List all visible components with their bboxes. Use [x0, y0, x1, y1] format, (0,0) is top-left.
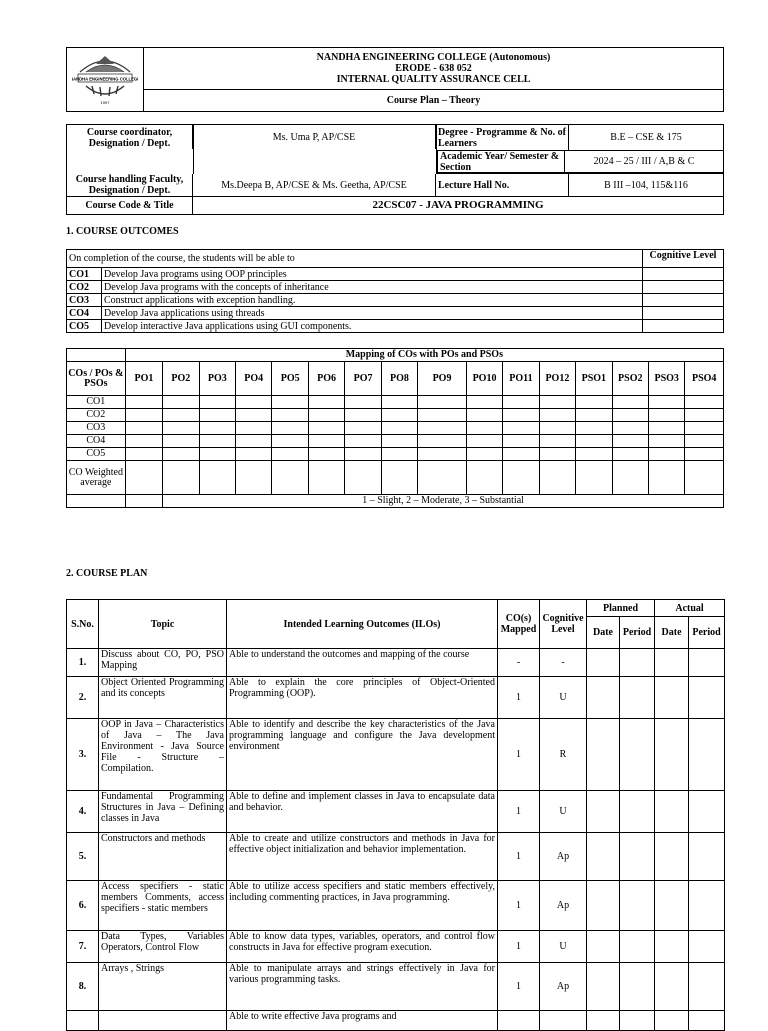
plan-sno: 4. — [67, 791, 99, 833]
mapping-col-header: PSO4 — [685, 362, 724, 396]
plan-topic: Discuss about CO, PO, PSO Mapping — [99, 649, 227, 677]
plan-ilo: Able to create and utilize constructors and methods in Java for effective object initialization and behavior implementation. — [227, 833, 498, 881]
mapping-cell — [539, 409, 575, 422]
mapping-cell — [345, 461, 381, 495]
plan-period — [620, 963, 655, 1011]
mapping-cell — [685, 409, 724, 422]
mapping-cell — [612, 448, 648, 461]
plan-actual-date — [655, 677, 689, 719]
plan-header-sno: S.No. — [67, 600, 99, 649]
plan-header-cognitive: Cognitive Level — [540, 600, 587, 649]
mapping-row — [67, 422, 724, 435]
plan-date — [587, 677, 620, 719]
mapping-cell — [503, 461, 539, 495]
coordinator-value: Ms. Uma P, AP/CSE — [193, 125, 436, 151]
outcome-row — [67, 320, 724, 333]
plan-ilo: Able to utilize access specifiers and static members effectively, including commenting practices, in Java programming. — [227, 881, 498, 931]
plan-actual-date — [655, 649, 689, 677]
outcome-code: CO5 — [67, 320, 102, 333]
plan-ilo: Able to manipulate arrays and strings effectively in Java for various programming tasks. — [227, 963, 498, 1011]
degree-value: B.E – CSE & 175 — [569, 125, 724, 151]
outcome-level — [643, 281, 724, 294]
mapping-cell — [308, 409, 344, 422]
plan-date — [587, 833, 620, 881]
course-plan-table — [66, 599, 725, 1031]
mapping-cell — [272, 396, 308, 409]
plan-period — [620, 833, 655, 881]
plan-date — [587, 881, 620, 931]
plan-header-period: Period — [620, 617, 655, 649]
plan-header-topic: Topic — [99, 600, 227, 649]
plan-level — [540, 1011, 587, 1031]
plan-date — [587, 931, 620, 963]
outcome-text: Develop interactive Java applications using GUI components. — [102, 320, 643, 333]
plan-topic: Constructors and methods — [99, 833, 227, 881]
merge-cover — [67, 149, 436, 174]
outcomes-table — [66, 249, 724, 333]
plan-level: R — [540, 719, 587, 791]
plan-co: 1 — [498, 791, 540, 833]
mapping-cell — [466, 448, 502, 461]
mapping-cell — [576, 396, 612, 409]
mapping-cell — [685, 448, 724, 461]
mapping-cell — [345, 409, 381, 422]
mapping-cell — [418, 461, 467, 495]
mapping-cell — [345, 435, 381, 448]
mapping-cell — [272, 422, 308, 435]
outcome-text: Construct applications with exception handling. — [102, 294, 643, 307]
mapping-cell — [685, 396, 724, 409]
mapping-cell — [466, 422, 502, 435]
mapping-cell — [345, 396, 381, 409]
plan-ilo: Able to explain the core principles of Object-Oriented Programming (OOP). — [227, 677, 498, 719]
plan-sno: 6. — [67, 881, 99, 931]
degree-label: Degree - Programme & No. of Learners — [436, 125, 569, 151]
plan-co: 1 — [498, 963, 540, 1011]
plan-sno: 5. — [67, 833, 99, 881]
plan-row — [67, 881, 725, 931]
mapping-col-header: PO5 — [272, 362, 308, 396]
plan-actual-period — [689, 1011, 725, 1031]
mapping-cell — [612, 461, 648, 495]
mapping-cell — [381, 409, 417, 422]
mapping-cell — [612, 435, 648, 448]
plan-date — [587, 963, 620, 1011]
plan-level: U — [540, 791, 587, 833]
info-left-border — [66, 124, 67, 174]
outcome-code: CO4 — [67, 307, 102, 320]
mapping-cell — [163, 396, 199, 409]
outcome-level — [643, 268, 724, 281]
header-table — [66, 47, 724, 112]
plan-header-ilo: Intended Learning Outcomes (ILOs) — [227, 600, 498, 649]
mapping-cell — [503, 409, 539, 422]
mapping-cell — [345, 422, 381, 435]
mapping-cell — [236, 448, 272, 461]
plan-row — [67, 931, 725, 963]
mapping-cell — [199, 435, 235, 448]
mapping-cell — [163, 422, 199, 435]
mapping-cell — [236, 435, 272, 448]
mapping-cell — [418, 422, 467, 435]
mapping-cell — [345, 448, 381, 461]
mapping-legend: 1 – Slight, 2 – Moderate, 3 – Substantial — [163, 495, 724, 508]
mapping-col-header: PO8 — [381, 362, 417, 396]
plan-actual-date — [655, 1011, 689, 1031]
outcome-row — [67, 307, 724, 320]
hall-value: B III –104, 115&116 — [569, 174, 724, 197]
mapping-title: Mapping of COs with POs and PSOs — [125, 349, 723, 362]
plan-actual-period — [689, 881, 725, 931]
mapping-cell — [685, 461, 724, 495]
mapping-cell — [648, 448, 684, 461]
mapping-cell — [199, 409, 235, 422]
plan-topic: Object Oriented Programming and its concepts — [99, 677, 227, 719]
plan-period — [620, 791, 655, 833]
mapping-col-header: PO4 — [236, 362, 272, 396]
plan-sno: 7. — [67, 931, 99, 963]
plan-co: 1 — [498, 719, 540, 791]
code-label: Course Code & Title — [67, 197, 193, 215]
mapping-cell — [272, 435, 308, 448]
plan-ilo: Able to define and implement classes in Java to encapsulate data and behavior. — [227, 791, 498, 833]
mapping-cell — [381, 435, 417, 448]
plan-topic: Fundamental Programming Structures in Java – Defining classes in Java — [99, 791, 227, 833]
doc-type: Course Plan – Theory — [144, 90, 724, 112]
plan-actual-period — [689, 719, 725, 791]
plan-topic: Arrays , Strings — [99, 963, 227, 1011]
mapping-cell — [466, 435, 502, 448]
plan-row — [67, 963, 725, 1011]
plan-ilo: Able to understand the outcomes and mapping of the course — [227, 649, 498, 677]
plan-level: Ap — [540, 963, 587, 1011]
plan-row — [67, 791, 725, 833]
mapping-cell — [308, 396, 344, 409]
mapping-cell — [539, 422, 575, 435]
mapping-cell — [308, 448, 344, 461]
info-divider-2 — [436, 124, 437, 174]
plan-row — [67, 677, 725, 719]
college-heading-cell — [144, 48, 724, 90]
plan-header-actual-period: Period — [689, 617, 725, 649]
plan-co: - — [498, 649, 540, 677]
plan-ilo: Able to know data types, variables, operators, and control flow constructs in Java for effective program execution. — [227, 931, 498, 963]
mapping-col-header: PO9 — [418, 362, 467, 396]
plan-row — [67, 833, 725, 881]
mapping-row-label: CO2 — [67, 409, 126, 422]
plan-actual-period — [689, 833, 725, 881]
plan-period — [620, 931, 655, 963]
faculty-label: Course handling Faculty, Designation / Dept. — [67, 174, 193, 197]
mapping-col-header: PO6 — [308, 362, 344, 396]
mapping-cell — [576, 422, 612, 435]
mapping-cell — [199, 448, 235, 461]
mapping-cell — [612, 396, 648, 409]
plan-co — [498, 1011, 540, 1031]
mapping-cell — [685, 422, 724, 435]
plan-actual-date — [655, 833, 689, 881]
mapping-body — [67, 396, 724, 495]
mapping-cell — [539, 461, 575, 495]
code-value: 22CSC07 - JAVA PROGRAMMING — [193, 197, 724, 215]
mapping-cell — [576, 435, 612, 448]
plan-period — [620, 1011, 655, 1031]
mapping-cell — [418, 396, 467, 409]
mapping-cell — [576, 448, 612, 461]
mapping-cell — [576, 461, 612, 495]
plan-date — [587, 649, 620, 677]
mapping-cell — [648, 396, 684, 409]
faculty-value: Ms.Deepa B, AP/CSE & Ms. Geetha, AP/CSE — [193, 174, 436, 197]
plan-header-actual: Actual — [655, 600, 725, 617]
mapping-cell — [466, 461, 502, 495]
mapping-cell — [199, 422, 235, 435]
outcome-level — [643, 307, 724, 320]
mapping-row — [67, 461, 724, 495]
plan-co: 1 — [498, 833, 540, 881]
mapping-cell — [199, 461, 235, 495]
plan-period — [620, 719, 655, 791]
plan-actual-date — [655, 931, 689, 963]
plan-period — [620, 881, 655, 931]
mapping-cell — [236, 409, 272, 422]
mapping-row — [67, 448, 724, 461]
mapping-cell — [539, 396, 575, 409]
mapping-row-label: CO1 — [67, 396, 126, 409]
mapping-cell — [163, 448, 199, 461]
plan-header-actual-date: Date — [655, 617, 689, 649]
mapping-cell — [539, 448, 575, 461]
mapping-col-header: PO11 — [503, 362, 539, 396]
logo-year: 1997 — [100, 100, 110, 105]
mapping-cell — [612, 409, 648, 422]
hall-label: Lecture Hall No. — [436, 174, 569, 197]
plan-row — [67, 649, 725, 677]
mapping-cell — [503, 396, 539, 409]
cognitive-level-header: Cognitive Level — [643, 250, 724, 268]
mapping-cell — [418, 409, 467, 422]
mapping-cell — [381, 448, 417, 461]
plan-title: 2. COURSE PLAN — [66, 568, 148, 579]
mapping-cell — [272, 409, 308, 422]
plan-actual-period — [689, 931, 725, 963]
plan-level: Ap — [540, 881, 587, 931]
mapping-cell — [125, 409, 162, 422]
plan-level: Ap — [540, 833, 587, 881]
outcomes-title: 1. COURSE OUTCOMES — [66, 226, 179, 237]
outcome-code: CO3 — [67, 294, 102, 307]
mapping-cell — [539, 435, 575, 448]
college-logo-icon — [72, 50, 138, 106]
plan-ilo: Able to write effective Java programs and — [227, 1011, 498, 1031]
mapping-row — [67, 435, 724, 448]
mapping-cell — [236, 422, 272, 435]
plan-sno — [67, 1011, 99, 1031]
plan-sno: 2. — [67, 677, 99, 719]
mapping-col-header: PSO1 — [576, 362, 612, 396]
plan-actual-date — [655, 963, 689, 1011]
mapping-col-header: PO2 — [163, 362, 199, 396]
outcome-text: Develop Java programs using OOP principles — [102, 268, 643, 281]
plan-sno: 8. — [67, 963, 99, 1011]
iqac-cell: INTERNAL QUALITY ASSURANCE CELL — [336, 74, 531, 86]
mapping-row-label: CO3 — [67, 422, 126, 435]
mapping-cell — [503, 448, 539, 461]
mapping-row-label: CO4 — [67, 435, 126, 448]
plan-actual-date — [655, 791, 689, 833]
plan-co: 1 — [498, 881, 540, 931]
mapping-cell — [418, 448, 467, 461]
mapping-cell — [381, 461, 417, 495]
year-label: Academic Year/ Semester & Section — [437, 150, 565, 173]
mapping-cell — [648, 422, 684, 435]
outcome-code: CO2 — [67, 281, 102, 294]
plan-level: - — [540, 649, 587, 677]
plan-actual-period — [689, 649, 725, 677]
plan-sno: 1. — [67, 649, 99, 677]
plan-sno: 3. — [67, 719, 99, 791]
mapping-cell — [163, 461, 199, 495]
mapping-cell — [576, 409, 612, 422]
mapping-row — [67, 396, 724, 409]
mapping-cell — [236, 396, 272, 409]
mapping-corner: COs / POs & PSOs — [67, 362, 126, 396]
plan-date — [587, 791, 620, 833]
mapping-cell — [125, 435, 162, 448]
plan-period — [620, 677, 655, 719]
plan-actual-period — [689, 791, 725, 833]
mapping-cell — [308, 422, 344, 435]
year-row — [437, 150, 724, 173]
outcome-row — [67, 281, 724, 294]
outcome-row — [67, 268, 724, 281]
plan-co: 1 — [498, 677, 540, 719]
plan-header-planned: Planned — [587, 600, 655, 617]
mapping-cell — [125, 461, 162, 495]
plan-topic: OOP in Java – Characteristics of Java – The Java Environment - Java Source File - Structure – Compilation. — [99, 719, 227, 791]
mapping-cell — [466, 396, 502, 409]
mapping-cell — [308, 435, 344, 448]
outcome-level — [643, 320, 724, 333]
coordinator-label: Course coordinator, Designation / Dept. — [67, 125, 193, 151]
plan-header-date: Date — [587, 617, 620, 649]
logo-text: NANDHA ENGINEERING COLLEGE — [72, 76, 138, 82]
year-value: 2024 – 25 / III / A,B & C — [564, 150, 724, 173]
plan-row — [67, 1011, 725, 1031]
info-divider-1 — [193, 124, 194, 174]
plan-actual-date — [655, 719, 689, 791]
outcome-text: Develop Java programs with the concepts of inheritance — [102, 281, 643, 294]
college-name: NANDHA ENGINEERING COLLEGE (Autonomous) — [316, 52, 551, 64]
mapping-cell — [685, 435, 724, 448]
mapping-col-header: PO10 — [466, 362, 502, 396]
outcome-level — [643, 294, 724, 307]
college-logo-cell — [67, 48, 144, 112]
mapping-cell — [163, 435, 199, 448]
mapping-col-header: PSO3 — [648, 362, 684, 396]
mapping-col-header: PO1 — [125, 362, 162, 396]
outcome-row — [67, 294, 724, 307]
outcome-text: Develop Java applications using threads — [102, 307, 643, 320]
plan-topic — [99, 1011, 227, 1031]
mapping-cell — [125, 422, 162, 435]
mapping-row-label: CO5 — [67, 448, 126, 461]
mapping-col-header: PO7 — [345, 362, 381, 396]
mapping-cell — [308, 461, 344, 495]
mapping-col-header: PO12 — [539, 362, 575, 396]
plan-body — [67, 649, 725, 1031]
plan-topic: Data Types, Variables Operators, Control Flow — [99, 931, 227, 963]
mapping-cell — [199, 396, 235, 409]
plan-date — [587, 1011, 620, 1031]
mapping-cell — [272, 448, 308, 461]
mapping-cell — [163, 409, 199, 422]
mapping-cell — [612, 422, 648, 435]
mapping-cell — [418, 435, 467, 448]
plan-ilo: Able to identify and describe the key characteristics of the Java programming language and configure the Java development environment — [227, 719, 498, 791]
mapping-cell — [272, 461, 308, 495]
mapping-cell — [466, 409, 502, 422]
mapping-cell — [648, 461, 684, 495]
mapping-cell — [503, 435, 539, 448]
plan-level: U — [540, 677, 587, 719]
plan-date — [587, 719, 620, 791]
college-city: ERODE - 638 052 — [395, 63, 472, 75]
mapping-table — [66, 348, 724, 508]
plan-level: U — [540, 931, 587, 963]
outcomes-intro: On completion of the course, the students will be able to — [67, 250, 643, 268]
mapping-col-header: PO3 — [199, 362, 235, 396]
mapping-cell — [125, 396, 162, 409]
plan-actual-date — [655, 881, 689, 931]
mapping-cell — [236, 461, 272, 495]
outcome-code: CO1 — [67, 268, 102, 281]
mapping-cell — [125, 448, 162, 461]
plan-actual-period — [689, 963, 725, 1011]
plan-row — [67, 719, 725, 791]
mapping-cell — [381, 422, 417, 435]
mapping-cell — [381, 396, 417, 409]
mapping-cell — [648, 409, 684, 422]
plan-topic: Access specifiers - static members Comments, access specifiers - static members — [99, 881, 227, 931]
mapping-col-header: PSO2 — [612, 362, 648, 396]
plan-actual-period — [689, 677, 725, 719]
mapping-cell — [648, 435, 684, 448]
plan-period — [620, 649, 655, 677]
plan-co: 1 — [498, 931, 540, 963]
mapping-row-label: CO Weighted average — [67, 461, 126, 495]
mapping-cell — [503, 422, 539, 435]
plan-header-co: CO(s) Mapped — [498, 600, 540, 649]
mapping-row — [67, 409, 724, 422]
